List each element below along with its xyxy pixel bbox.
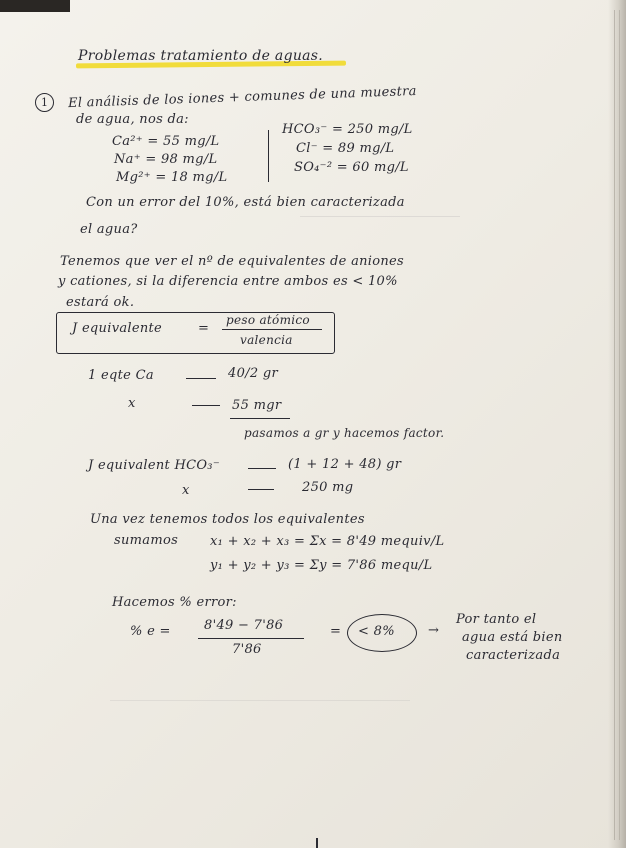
background-surface [0,0,70,12]
conclusion-line-1: Por tanto el [456,612,537,627]
ion-divider [268,130,269,182]
hco3-row1-left: J equivalent HCO₃⁻ [88,458,220,473]
cation-ca: Ca²⁺ = 55 mg/L [112,134,220,149]
hco3-row1-dash [248,468,276,469]
cation-na: Na⁺ = 98 mg/L [114,152,218,167]
error-numerator: 8'49 − 7'86 [204,618,284,633]
ca-note: pasamos a gr y hacemos factor. [244,426,445,440]
ca-underline [230,418,290,419]
conclusion-arrow: → [428,623,440,638]
error-fraction-bar [198,638,304,639]
error-label: % e = [130,624,171,639]
error-denominator: 7'86 [232,642,262,657]
error-result: < 8% [358,624,395,639]
question-line-1: Con un error del 10%, está bien caracterizada [86,195,405,210]
sums-intro: Una vez tenemos todos los equivalentes [90,512,365,527]
sums-label: sumamos [114,533,179,548]
cation-mg: Mg²⁺ = 18 mg/L [116,170,228,185]
formula-left: J equivalente [72,321,163,336]
formula-denominator: valencia [240,333,293,347]
formula-numerator: peso atómico [226,313,310,327]
formula-equals: = [198,321,210,336]
error-heading: Hacemos % error: [112,595,237,610]
ca-row1-dash [186,378,216,379]
explanation-line-1: Tenemos que ver el nº de equivalentes de aniones [60,254,405,269]
page-mark [316,838,318,848]
formula-fraction-bar [222,329,322,330]
conclusion-line-2: agua está bien [462,630,563,645]
hco3-row2-dash [248,489,274,490]
sum-x-line: x₁ + x₂ + x₃ = Σx = 8'49 mequiv/L [210,534,445,549]
ca-row2-dash [192,405,220,406]
ca-row1-left: 1 eqte Ca [88,368,154,383]
ca-row2-left: x [128,396,136,411]
question-line-2: el agua? [80,222,138,237]
explanation-line-2: y cationes, si la diferencia entre ambos es < 10% [58,274,398,289]
explanation-line-3: estará ok. [66,295,135,310]
ca-row2-value: 55 mgr [232,398,282,413]
anion-so4: SO₄⁻² = 60 mg/L [294,160,409,175]
bleed-through-mark [110,660,410,701]
problem-number: 1 [35,93,54,112]
page-edge-shadow [608,0,626,848]
conclusion-line-3: caracterizada [466,648,561,663]
error-equals: = [330,624,342,639]
hco3-row1-value: (1 + 12 + 48) gr [288,457,402,472]
page-title: Problemas tratamiento de aguas. [78,48,324,64]
statement-line-1: El análisis de los iones + comunes de una muestra [67,83,417,112]
statement-line-2: de agua, nos da: [76,112,189,127]
anion-hco3: HCO₃⁻ = 250 mg/L [282,122,413,137]
hco3-row2-left: x [182,483,190,498]
sum-y-line: y₁ + y₂ + y₃ = Σy = 7'86 mequ/L [210,558,433,573]
anion-cl: Cl⁻ = 89 mg/L [296,141,395,156]
ca-row1-value: 40/2 gr [228,366,278,381]
hco3-row2-value: 250 mg [302,480,354,495]
